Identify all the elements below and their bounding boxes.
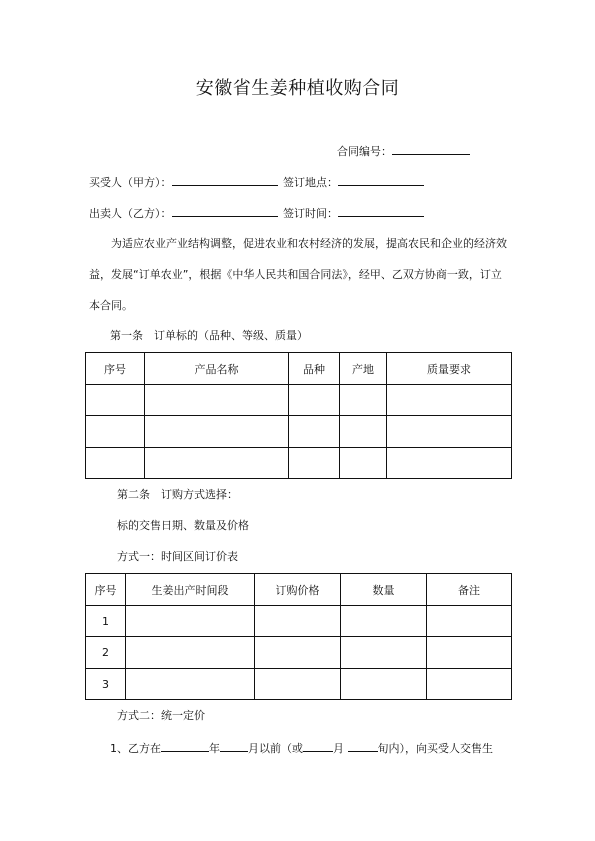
table-cell[interactable]: [427, 606, 512, 637]
buyer-label: 买受人（甲方）：: [89, 176, 172, 189]
table-row: [86, 385, 512, 416]
table-cell[interactable]: [341, 606, 427, 637]
seller-label: 出卖人（乙方）：: [89, 207, 172, 220]
table-cell[interactable]: [86, 385, 145, 416]
delivery-subtitle: 标的交售日期、数量及价格: [117, 519, 249, 532]
table-cell[interactable]: [340, 448, 387, 479]
alt-month-field[interactable]: [303, 740, 333, 752]
period-field[interactable]: [348, 740, 378, 752]
table-cell[interactable]: [289, 385, 340, 416]
table-cell[interactable]: [340, 416, 387, 448]
sign-place-field[interactable]: [338, 174, 424, 186]
table-cell[interactable]: [86, 416, 145, 448]
page-title: 安徽省生姜种植收购合同: [195, 78, 400, 99]
month-label: 月: [333, 742, 344, 755]
table-cell[interactable]: [255, 669, 341, 700]
month-before-label: 月以前（或: [248, 742, 303, 755]
table-cell[interactable]: [126, 637, 255, 669]
header-price: 订购价格: [255, 574, 341, 606]
table-cell[interactable]: [289, 448, 340, 479]
row-index: 3: [86, 669, 126, 700]
table-cell[interactable]: [145, 385, 289, 416]
table-cell[interactable]: [126, 669, 255, 700]
table-row: [86, 416, 512, 448]
year-field[interactable]: [161, 740, 209, 752]
method-1-heading: 方式一：时间区间订价表: [117, 550, 238, 563]
product-table-header: [86, 353, 512, 385]
clause-1: [110, 740, 493, 756]
price-table-header: [86, 574, 512, 606]
row-index: 2: [86, 637, 126, 669]
contract-number-row: [337, 143, 470, 159]
contract-number-field[interactable]: [392, 143, 470, 155]
sign-time-label: 签订时间：: [283, 207, 338, 220]
table-row: [86, 669, 512, 700]
price-table: [85, 573, 512, 700]
method-2-heading: 方式二：统一定价: [117, 709, 205, 722]
table-row: [86, 606, 512, 637]
sign-time-row: [283, 205, 424, 221]
header-remarks: 备注: [427, 574, 512, 606]
article-2-heading: 第二条 订购方式选择：: [117, 488, 238, 501]
table-cell[interactable]: [145, 448, 289, 479]
table-cell[interactable]: [427, 669, 512, 700]
sign-place-row: [283, 174, 424, 190]
header-quantity: 数量: [341, 574, 427, 606]
header-index: 序号: [86, 574, 126, 606]
table-cell[interactable]: [255, 637, 341, 669]
clause-1-prefix: 1、乙方在: [110, 742, 161, 755]
intro-paragraph: 为适应农业产业结构调整，促进农业和农村经济的发展，提高农民和企业的经济效益，发展“订单农业”，根据《中华人民共和国合同法》，经甲、乙双方协商一致，订立本合同。: [89, 237, 507, 312]
header-quality: 质量要求: [387, 353, 512, 385]
table-row: [86, 637, 512, 669]
table-cell[interactable]: [341, 669, 427, 700]
table-cell[interactable]: [255, 606, 341, 637]
seller-field[interactable]: [172, 205, 278, 217]
article-1-heading: 第一条 订单标的（品种、等级、质量）: [110, 329, 308, 342]
header-product-name: 产品名称: [145, 353, 289, 385]
buyer-field[interactable]: [172, 174, 278, 186]
month-field[interactable]: [220, 740, 248, 752]
table-cell[interactable]: [145, 416, 289, 448]
table-cell[interactable]: [387, 416, 512, 448]
header-origin: 产地: [340, 353, 387, 385]
contract-number-label: 合同编号：: [337, 145, 392, 158]
header-period: 生姜出产时间段: [126, 574, 255, 606]
clause-1-suffix: 旬内），向买受人交售生: [377, 742, 493, 755]
table-cell[interactable]: [341, 637, 427, 669]
row-index: 1: [86, 606, 126, 637]
table-cell[interactable]: [126, 606, 255, 637]
product-table: [85, 352, 512, 479]
year-label: 年: [209, 742, 220, 755]
header-variety: 品种: [289, 353, 340, 385]
table-cell[interactable]: [340, 385, 387, 416]
table-cell[interactable]: [289, 416, 340, 448]
table-cell[interactable]: [387, 448, 512, 479]
table-row: [86, 448, 512, 479]
sign-place-label: 签订地点：: [283, 176, 338, 189]
seller-row: [89, 205, 278, 221]
header-index: 序号: [86, 353, 145, 385]
table-cell[interactable]: [86, 448, 145, 479]
table-cell[interactable]: [427, 637, 512, 669]
sign-time-field[interactable]: [338, 205, 424, 217]
buyer-row: [89, 174, 278, 190]
table-cell[interactable]: [387, 385, 512, 416]
